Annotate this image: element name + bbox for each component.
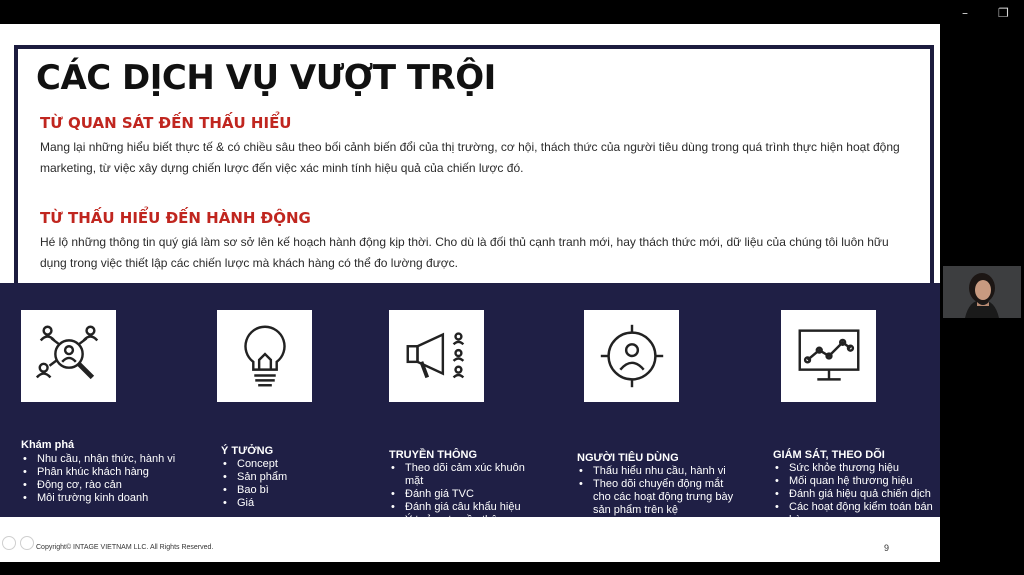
list-item: • Môi trường kinh doanh [21, 492, 175, 505]
column-title-discover: Khám phá [21, 439, 75, 451]
monitor-chart-icon [781, 310, 876, 402]
list-item: • Sức khỏe thương hiệu [773, 462, 938, 475]
megaphone-icon [389, 310, 484, 402]
list-item: • Nhu cầu, nhận thức, hành vi [21, 453, 175, 466]
list-item: • Concept [221, 458, 287, 471]
page-number: 9 [884, 543, 890, 553]
column-title-monitoring: GIÁM SÁT, THEO DÕI [773, 449, 885, 461]
list-item: • Theo dõi cảm xúc khuôn mặt [389, 462, 539, 488]
list-item: • Thấu hiểu nhu cầu, hành vi [577, 465, 737, 478]
list-item: • Đánh giá TVC [389, 488, 539, 501]
list-item: • Khách hàng bí mật [577, 517, 737, 530]
services-panel [0, 283, 940, 529]
list-item: • Các hoạt động kiểm toán bán hàng [773, 501, 938, 527]
section-heading-observe: TỪ QUAN SÁT ĐẾN THẤU HIỂU [40, 114, 292, 132]
column-list-discover [21, 453, 175, 505]
column-list-monitoring [773, 462, 938, 527]
presentation-slide [0, 24, 940, 562]
column-title-communication: TRUYỀN THÔNG [389, 449, 477, 461]
list-item: • Đánh giá câu khẩu hiệu [389, 501, 539, 514]
section-text-action: Hé lộ những thông tin quý giá làm sơ sở lên kế hoạch hành động kịp thời. Cho dù là đối thủ cạnh tranh mới, hay thách thức mới, dữ liệu của chúng tôi luôn hữu dụng trong việc thiết lập các chiến lược mà khách hàng có thể đo lường được. [40, 235, 889, 270]
restore-icon[interactable]: ❐ [998, 6, 1009, 20]
minimize-icon[interactable]: – [962, 6, 968, 20]
section-heading-action: TỪ THẤU HIỂU ĐẾN HÀNH ĐỘNG [40, 209, 311, 227]
slide-title: CÁC DỊCH VỤ VƯỢT TRỘI [36, 58, 496, 98]
list-item: • Bao bì [221, 484, 287, 497]
list-item: • Phân khúc khách hàng [21, 466, 175, 479]
list-item: • Sản phẩm [221, 471, 287, 484]
search-people-icon [21, 310, 116, 402]
nav-circle-icon[interactable] [20, 536, 34, 550]
lightbulb-icon [217, 310, 312, 402]
list-item: • Đánh giá hiệu quả chiến dịch [773, 488, 938, 501]
list-item: • Động cơ, rào cản [21, 479, 175, 492]
target-person-icon [584, 310, 679, 402]
column-list-communication [389, 462, 539, 527]
column-list-consumer [577, 465, 737, 530]
webcam-thumbnail [943, 266, 1021, 318]
section-text-observe: Mang lại những hiểu biết thực tế & có chiều sâu theo bối cảnh biến đổi của thị trường, cơ hội, thách thức của người tiêu dùng trong quá trình thực hiện hoạt động marketing, từ việc xây dựng chiến lược đến việc xác minh tính hiệu quả của chiến lược đó. [40, 140, 900, 175]
column-list-idea [221, 458, 287, 510]
list-item: • Giá [221, 497, 287, 510]
list-item: • Ý tưởng truyền thông [389, 514, 539, 527]
list-item: • Mối quan hệ thương hiệu [773, 475, 938, 488]
nav-circle-icon[interactable] [2, 536, 16, 550]
list-item: • Theo dõi chuyển động mắt cho các hoạt động trưng bày sản phẩm trên kệ [577, 478, 737, 517]
column-title-consumer: NGƯỜI TIÊU DÙNG [577, 452, 679, 464]
column-title-idea: Ý TƯỞNG [221, 445, 274, 457]
copyright-footer: Copyright© INTAGE VIETNAM LLC. All Rights Reserved. [36, 544, 214, 551]
